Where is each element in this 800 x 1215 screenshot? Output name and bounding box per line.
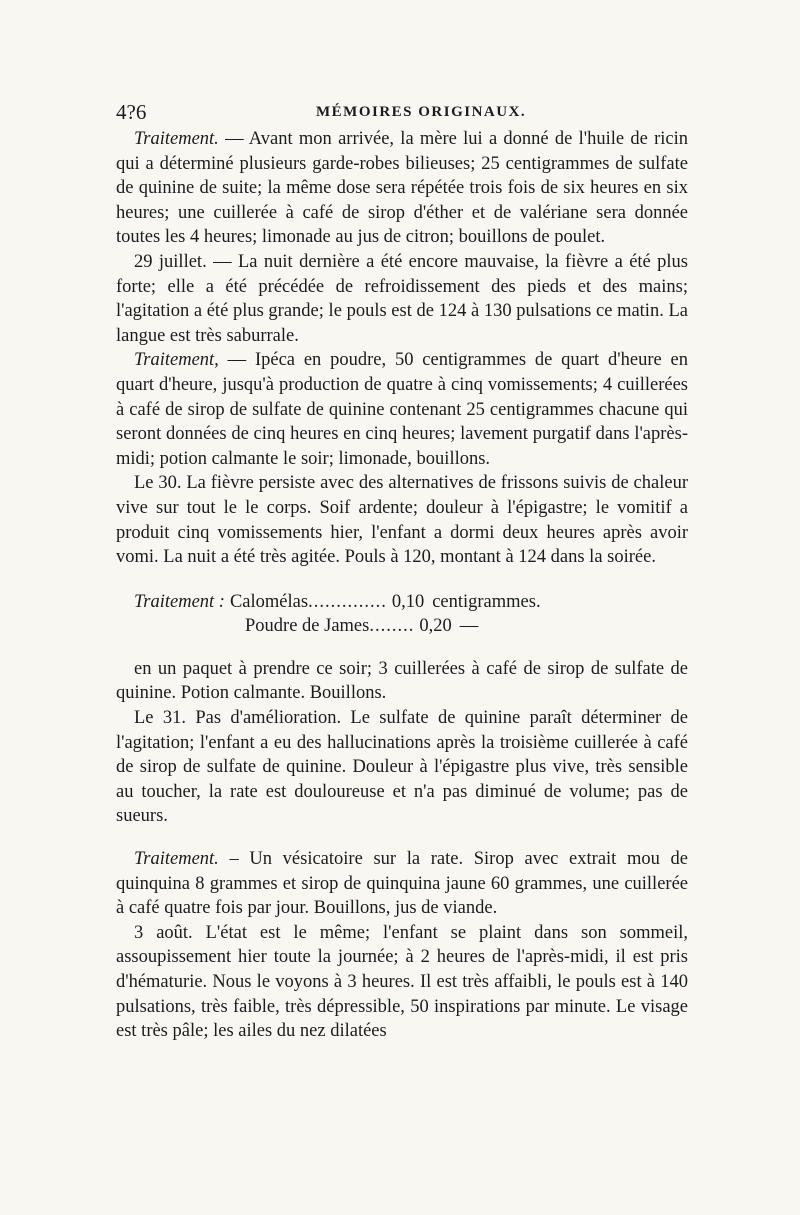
- formula-unit: —: [459, 616, 479, 637]
- formula-line-james-powder: [116, 614, 688, 639]
- paragraph-july-30: [116, 471, 688, 569]
- dot-leaders: ..............: [308, 591, 387, 612]
- paragraph-text: 3 août. L'état est le même; l'enfant se plaint dans son sommeil, assoupissement hier toute la journée; à 2 heures de l'après-midi, il est pris d'hématurie. Nous le voyons à 3 heures. Il est très affaibli, le pouls est à 140 pulsations, très faible, très dépressible, 50 inspirations par minute. Le visage est très pâle; les ailes du nez dilatées: [116, 922, 688, 1042]
- paragraph-label: Traitement.: [134, 849, 219, 870]
- paragraph-label: Traitement,: [134, 350, 219, 371]
- prescription-formula: [116, 590, 688, 639]
- paragraph-text: Le 30. La fièvre persiste avec des alternatives de frissons suivis de chaleur vive sur tout le le corps. Soif ardente; douleur à l'épigastre; le vomitif a produit cinq vomissements hier, l'enfant a dormi deux heures après avoir vomi. La nuit a été très agitée. Pouls à 120, montant à 124 dans la soirée.: [116, 473, 688, 568]
- page-number: 4?6: [116, 100, 147, 124]
- paragraph-july-29: [116, 250, 688, 348]
- formula-label: Traitement :: [134, 591, 225, 612]
- page-header: [116, 100, 686, 130]
- paragraph-treatment-july-31: [116, 847, 688, 921]
- paragraph-july-31: [116, 706, 688, 829]
- paragraph-text: – Un vésicatoire sur la rate. Sirop avec extrait mou de quinquina 8 grammes et sirop de quinquina jaune 60 grammes, une cuillerée à café quatre fois par jour. Bouillons, jus de viande.: [116, 849, 688, 919]
- paragraph-august-3: [116, 921, 688, 1044]
- formula-drug: Poudre de James: [245, 616, 370, 637]
- paragraph-label: Traitement.: [134, 129, 219, 149]
- formula-drug: Calomélas: [229, 591, 309, 612]
- formula-dose: 0,10: [391, 591, 425, 612]
- paragraph-treatment-july-29: [116, 348, 688, 471]
- paragraph-text: — Avant mon arrivée, la mère lui a donné de l'huile de ricin qui a déterminé plusieurs garde-robes bilieuses; 25 centigrammes de sulfate de quinine de suite; la même dose sera répétée trois fois de six heures en six heures; une cuillerée à café de sirop d'éther et de valériane sera donnée toutes les 4 heures; limonade au jus de citron; bouillons de poulet.: [116, 129, 688, 248]
- formula-unit: centigrammes.: [432, 591, 541, 612]
- formula-line-calomel: [116, 590, 688, 615]
- formula-dose: 0,20: [419, 616, 452, 637]
- paragraph-formula-instructions: [116, 657, 688, 706]
- paragraph-text: en un paquet à prendre ce soir; 3 cuillerées à café de sirop de sulfate de quinine. Potion calmante. Bouillons.: [116, 658, 688, 704]
- running-head: MÉMOIRES ORIGINAUX.: [316, 104, 527, 120]
- page-body: [116, 127, 688, 1044]
- paragraph-text: 29 juillet. — La nuit dernière a été encore mauvaise, la fièvre a été plus forte; elle a été précédée de refroidissement des pieds et des mains; l'agitation a été plus grande; le pouls est de 124 à 130 pulsations ce matin. La langue est très saburrale.: [116, 251, 688, 346]
- paragraph-text: Le 31. Pas d'amélioration. Le sulfate de quinine paraît déterminer de l'agitation; l'enfant a eu des hallucinations après la troisième cuillerée à café de sirop de sulfate de quinine. Douleur à l'épigastre plus vive, très sensible au toucher, la rate est douloureuse et n'a pas diminué de volume; pas de sueurs.: [116, 708, 688, 827]
- paragraph-treatment-initial: [116, 127, 688, 250]
- dot-leaders: ........: [369, 616, 415, 637]
- paragraph-text: — Ipéca en poudre, 50 centigrammes de quart d'heure en quart d'heure, jusqu'à production de quatre à cinq vomissements; 4 cuillerées à café de sirop de sulfate de quinine contenant 25 centigrammes chacune qui seront données de cinq heures en cinq heures; lavement purgatif dans l'après-midi; potion calmante le soir; limonade, bouillons.: [116, 350, 688, 469]
